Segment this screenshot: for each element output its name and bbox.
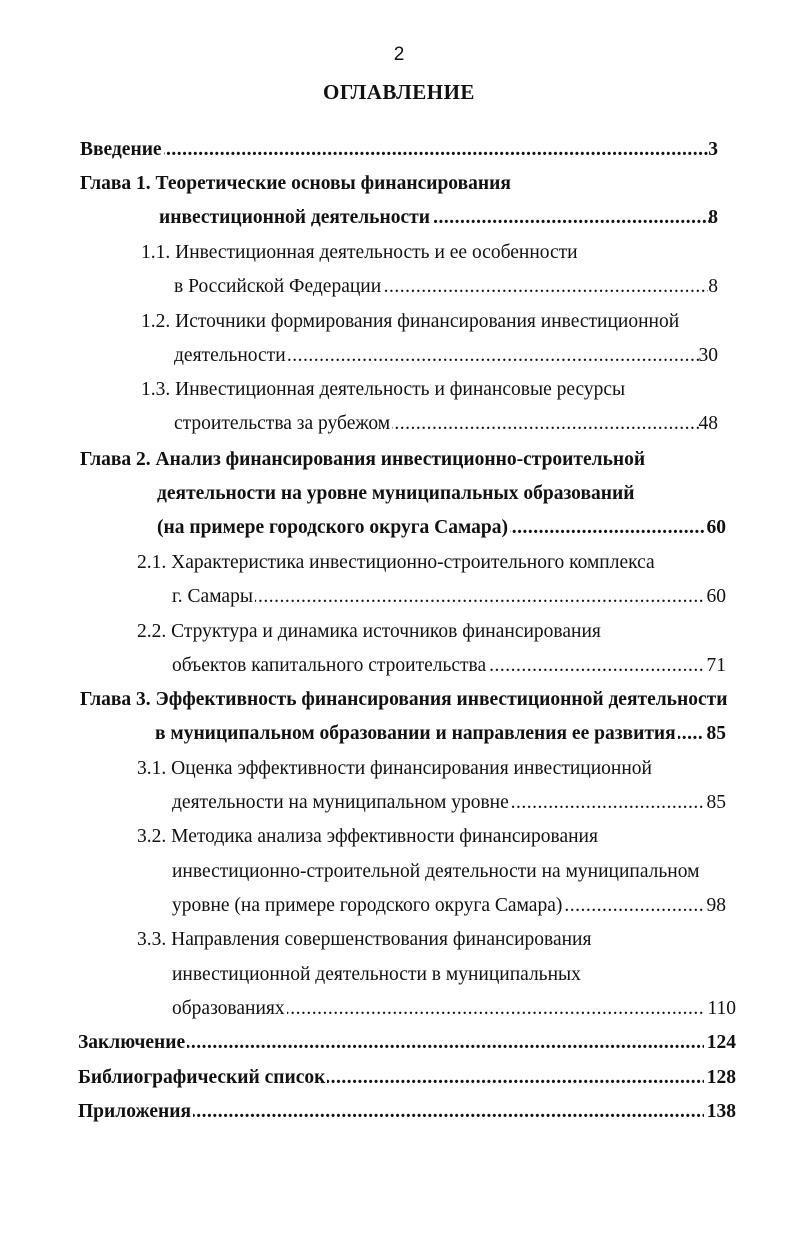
toc-entry-section-1-3[interactable]: [0, 374, 798, 406]
toc-entry-page: 85: [706, 723, 726, 744]
toc-entry-section-3-2[interactable]: [0, 821, 798, 853]
toc-entry-title: в муниципальном образовании и направления ее развития: [155, 718, 678, 750]
toc-entry-title: в Российской Федерации: [174, 271, 383, 303]
toc-entry-appendices[interactable]: [0, 1096, 798, 1128]
toc-entry-section-3-2-cont2[interactable]: [0, 890, 798, 922]
toc-entry-section-3-3[interactable]: [0, 924, 798, 956]
toc-entry-intro[interactable]: [0, 134, 798, 166]
toc-entry-title: строительства за рубежом: [174, 408, 392, 440]
toc-entry-page: 138: [706, 1101, 736, 1122]
dot-leader: [80, 134, 710, 166]
toc-entry-title: Введение: [80, 134, 164, 166]
toc-entry-title: Заключение: [78, 1027, 187, 1059]
toc-entry-chapter-2-cont[interactable]: [0, 478, 798, 510]
toc-entry-page: 60: [706, 586, 726, 607]
toc-entry-chapter-2[interactable]: [0, 444, 798, 476]
toc-entry-section-1-2[interactable]: [0, 306, 798, 338]
toc-entry-section-3-3-cont2[interactable]: [0, 993, 798, 1025]
toc-entry-page: 85: [706, 792, 726, 813]
toc-entry-section-2-1-cont[interactable]: [0, 581, 798, 613]
toc-entry-conclusion[interactable]: [0, 1027, 798, 1059]
toc-entry-title: 1.3. Инвестиционная деятельность и финансовые ресурсы: [141, 374, 627, 406]
page-title: ОГЛАВЛЕНИЕ: [323, 80, 475, 104]
toc-entry-section-3-2-cont[interactable]: [0, 856, 798, 888]
toc-entry-title: Глава 3. Эффективность финансирования инвестиционной деятельности: [80, 684, 729, 716]
toc-entry-title: 1.1. Инвестиционная деятельность и ее особенности: [141, 237, 580, 269]
toc-entry-title: 3.1. Оценка эффективности финансирования инвестиционной: [137, 753, 654, 785]
toc-entry-title: инвестиционной деятельности: [159, 202, 432, 234]
toc-entry-title: деятельности: [174, 340, 288, 372]
toc-entry-title: образованиях: [172, 993, 287, 1025]
toc-entry-page: 128: [706, 1067, 736, 1088]
toc-entry-title: Глава 2. Анализ финансирования инвестиционно-строительной: [80, 444, 647, 476]
toc-entry-chapter-3-cont[interactable]: [0, 718, 798, 750]
toc-entry-title: деятельности на муниципальном уровне: [172, 787, 511, 819]
page-number: 2: [393, 44, 405, 65]
toc-entry-title: Библиографический список: [78, 1062, 327, 1094]
toc-entry-title: 1.2. Источники формирования финансирования инвестиционной: [141, 306, 681, 338]
toc-entry-section-3-3-cont[interactable]: [0, 959, 798, 991]
toc-entry-page: 48: [698, 413, 718, 434]
toc-entry-title: 3.2. Методика анализа эффективности финансирования: [137, 821, 600, 853]
toc-entry-page: 8: [708, 207, 718, 228]
toc-entry-section-1-1-cont[interactable]: [0, 271, 798, 303]
toc-entry-chapter-1[interactable]: [0, 168, 798, 200]
toc-entry-page: 3: [708, 139, 718, 160]
toc-entry-title: 3.3. Направления совершенствования финансирования: [137, 924, 593, 956]
toc-entry-bibliography[interactable]: [0, 1062, 798, 1094]
toc-entry-section-3-1-cont[interactable]: [0, 787, 798, 819]
toc-entry-title: (на примере городского округа Самара): [157, 512, 510, 544]
toc-entry-title: объектов капитального строительства: [172, 650, 488, 682]
toc-entry-title: 2.1. Характеристика инвестиционно-строительного комплекса: [137, 547, 657, 579]
toc-entry-chapter-2-cont2[interactable]: [0, 512, 798, 544]
toc-entry-page: 71: [706, 655, 726, 676]
toc-entry-page: 110: [707, 998, 736, 1019]
toc-entry-title: уровне (на примере городского округа Самара): [172, 890, 564, 922]
toc-entry-section-1-1[interactable]: [0, 237, 798, 269]
toc-entry-title: деятельности на уровне муниципальных образований: [157, 478, 636, 510]
toc-entry-chapter-3[interactable]: [0, 684, 798, 716]
toc-entry-section-2-1[interactable]: [0, 547, 798, 579]
toc-entry-title: г. Самары: [172, 581, 255, 613]
toc-entry-page: 30: [698, 345, 718, 366]
toc-entry-section-2-2-cont[interactable]: [0, 650, 798, 682]
toc-entry-section-1-3-cont[interactable]: [0, 408, 798, 440]
toc-entry-page: 8: [708, 276, 718, 297]
toc-entry-title: Приложения: [78, 1096, 193, 1128]
toc-entry-title: Глава 1. Теоретические основы финансирования: [80, 168, 513, 200]
toc-entry-section-3-1[interactable]: [0, 753, 798, 785]
toc-entry-title: инвестиционной деятельности в муниципальных: [172, 959, 583, 991]
toc-entry-section-1-2-cont[interactable]: [0, 340, 798, 372]
toc-entry-title: инвестиционно-строительной деятельности на муниципальном: [172, 856, 701, 888]
toc-entry-page: 124: [706, 1032, 736, 1053]
toc-entry-page: 60: [706, 517, 726, 538]
toc-entry-chapter-1-cont[interactable]: [0, 202, 798, 234]
toc-entry-section-2-2[interactable]: [0, 616, 798, 648]
toc-entry-title: 2.2. Структура и динамика источников финансирования: [137, 616, 603, 648]
toc-entry-page: 98: [706, 895, 726, 916]
